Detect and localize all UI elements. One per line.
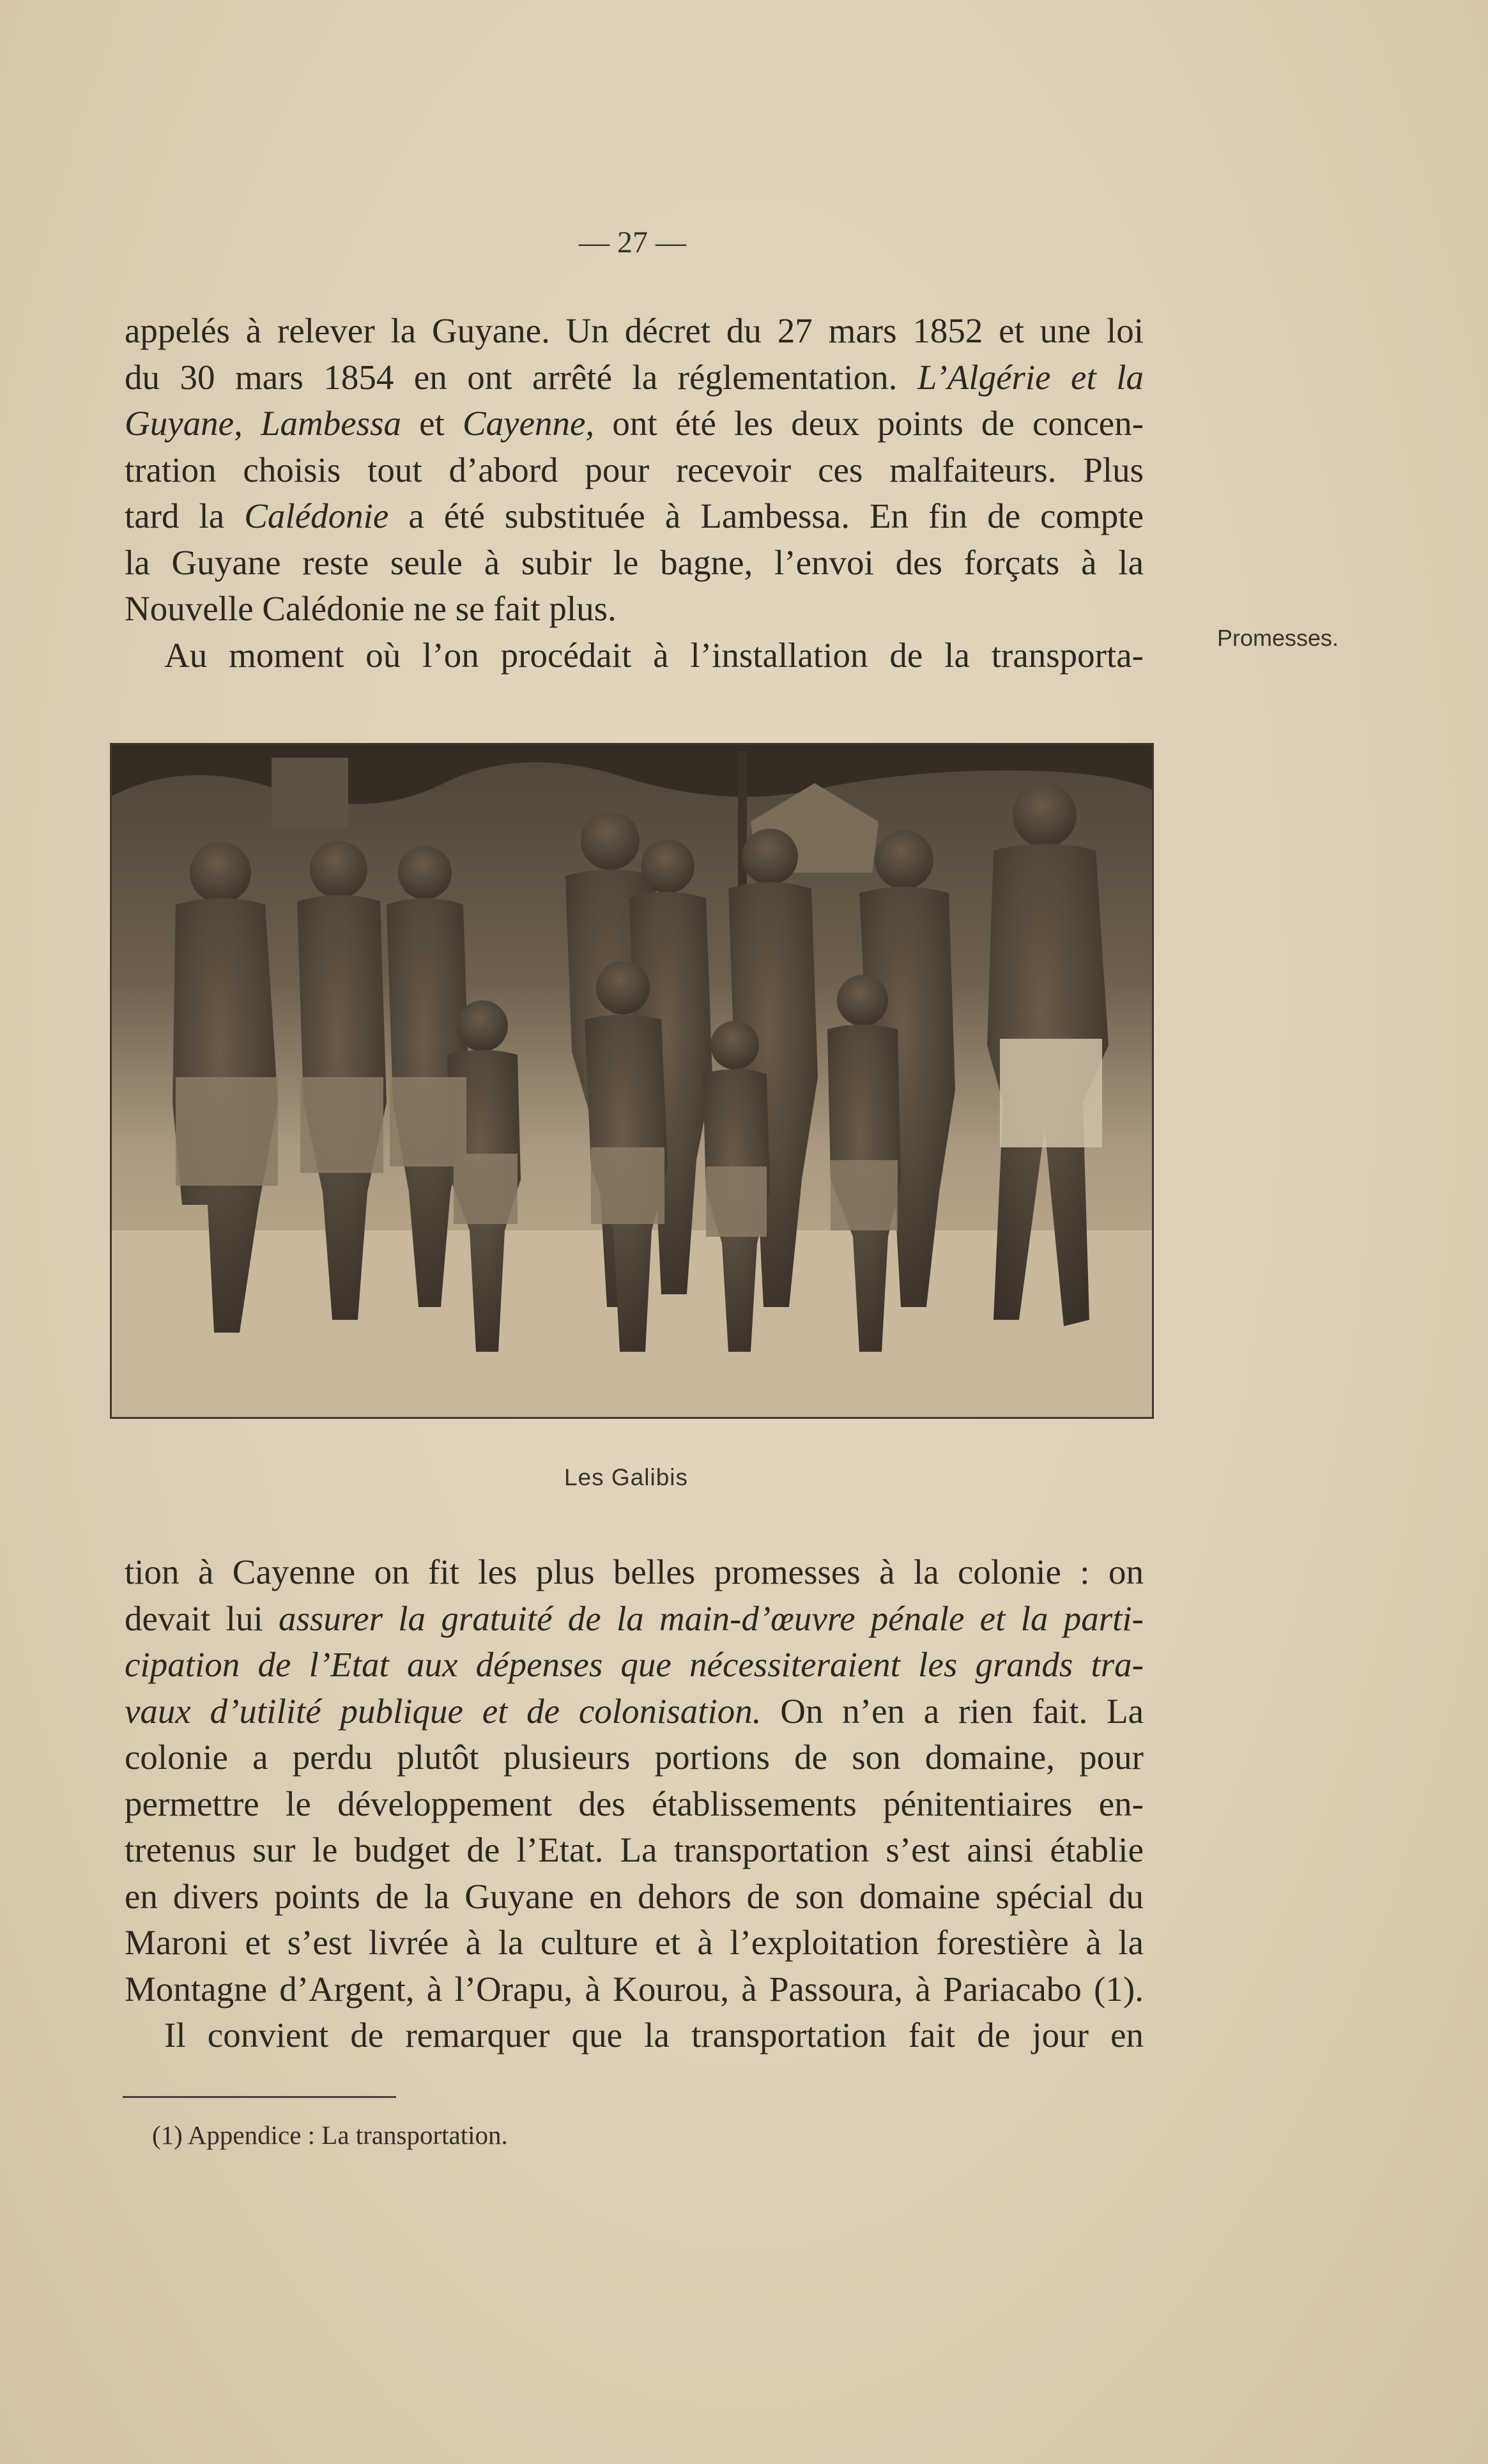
text-line: Il convient de remarquer que la transportation fait de jour en bbox=[164, 2016, 1144, 2055]
text-line: en divers points de la Guyane en dehors de son domaine spécial du bbox=[125, 1876, 1144, 1916]
text-line: Maroni et s’est livrée à la culture et à l’exploitation forestière à la bbox=[125, 1923, 1144, 1962]
text-line: Guyane, Lambessa et Cayenne, ont été les deux points de concen- bbox=[125, 404, 1144, 443]
text-line: colonie a perdu plutôt plusieurs portions de son domaine, pour bbox=[125, 1738, 1144, 1777]
text-line: appelés à relever la Guyane. Un décret du 27 mars 1852 et une loi bbox=[125, 311, 1144, 350]
text-line: tration choisis tout d’abord pour recevoir ces malfaiteurs. Plus bbox=[125, 450, 1144, 489]
text-line: cipation de l’Etat aux dépenses que nécessiteraient les grands tra- bbox=[125, 1645, 1144, 1684]
photograph bbox=[110, 743, 1154, 1419]
paragraph-bottom bbox=[125, 1549, 1144, 2059]
text-line: tard la Calédonie a été substituée à Lambessa. En fin de compte bbox=[125, 496, 1144, 535]
footnote-rule bbox=[123, 2096, 396, 2098]
figure-caption: Les Galibis bbox=[564, 1464, 689, 1490]
text-line: du 30 mars 1854 en ont arrêté la réglementation. L’Algérie et la bbox=[125, 357, 1144, 397]
text-line: devait lui assurer la gratuité de la main-d’œuvre pénale et la parti- bbox=[125, 1598, 1144, 1638]
text-line: la Guyane reste seule à subir le bagne, l’envoi des forçats à la bbox=[125, 542, 1144, 582]
text-line: Nouvelle Calédonie ne se fait plus. bbox=[125, 589, 617, 628]
paragraph-top bbox=[125, 308, 1144, 678]
margin-note: Promesses. bbox=[1217, 625, 1339, 651]
text-line: permettre le développement des établissements pénitentiaires en- bbox=[125, 1784, 1144, 1823]
text-line: Montagne d’Argent, à l’Orapu, à Kourou, à Passoura, à Pariacabo (1). bbox=[125, 1969, 1144, 2009]
photograph-illustration bbox=[112, 745, 1152, 1417]
text-line: vaux d’utilité publique et de colonisation. On n’en a rien fait. La bbox=[125, 1691, 1144, 1731]
page-number: — 27 — bbox=[579, 226, 686, 259]
text-line: tion à Cayenne on fit les plus belles promesses à la colonie : on bbox=[125, 1552, 1144, 1591]
footnote: (1) Appendice : La transportation. bbox=[152, 2120, 508, 2150]
text-line: tretenus sur le budget de l’Etat. La transportation s’est ainsi établie bbox=[125, 1830, 1144, 1869]
text-line: Au moment où l’on procédait à l’installation de la transporta- bbox=[164, 635, 1144, 675]
